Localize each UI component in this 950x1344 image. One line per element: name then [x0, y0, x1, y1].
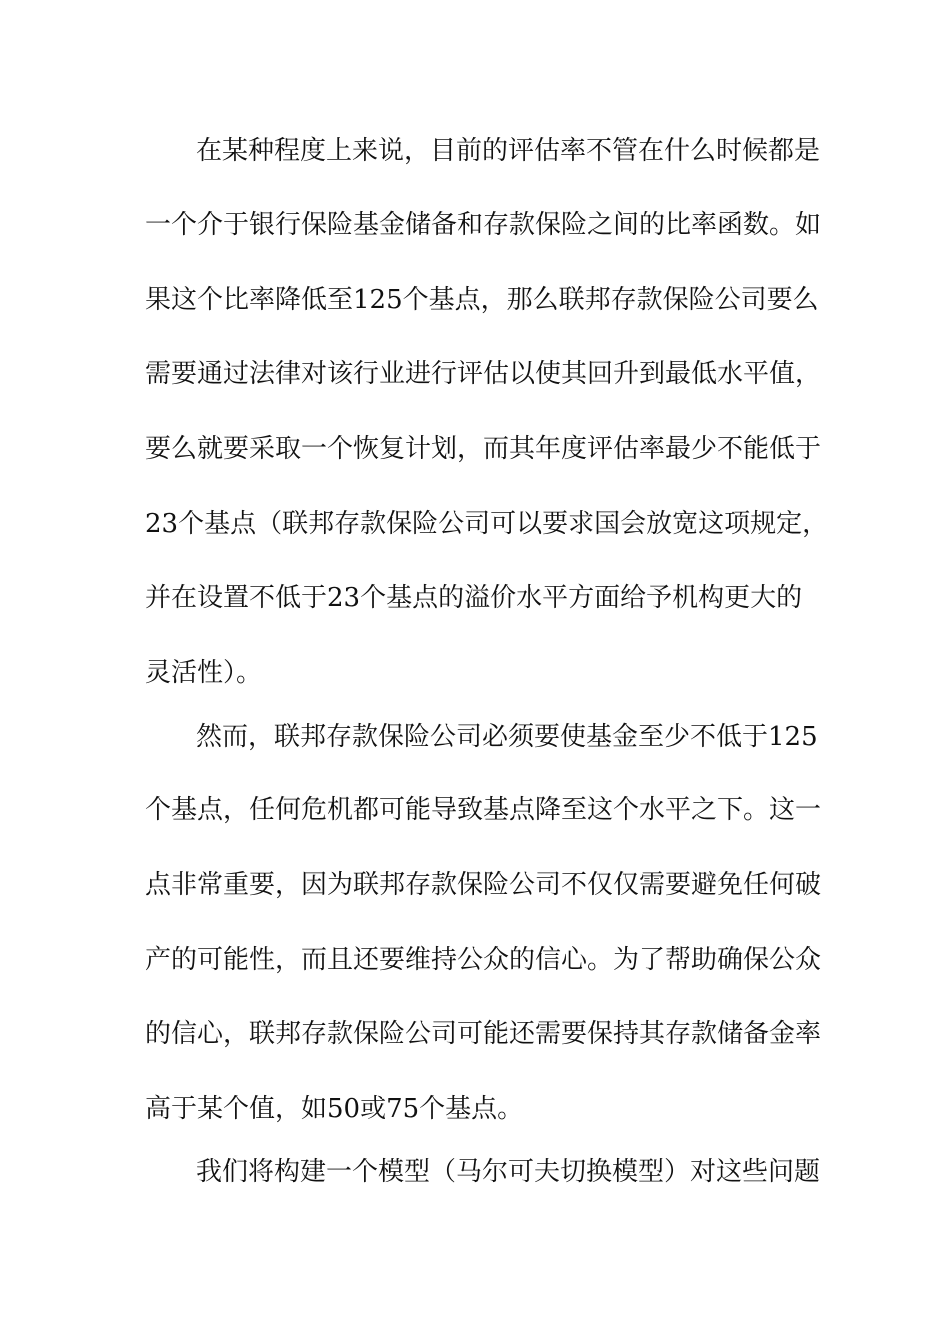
paragraph-2-line-1: 然而，联邦存款保险公司必须要使基金至少不低于125	[196, 722, 818, 752]
paragraph-2-line-2: 个基点，任何危机都可能导致基点降至这个水平之下。这一	[145, 795, 822, 825]
paragraph-1-line-5: 要么就要采取一个恢复计划，而其年度评估率最少不能低于	[145, 434, 822, 464]
paragraph-2-line-5: 的信心，联邦存款保险公司可能还需要保持其存款储备金率	[145, 1019, 822, 1049]
paragraph-1-line-3: 果这个比率降低至125个基点，那么联邦存款保险公司要么	[145, 285, 819, 315]
paragraph-1-line-2: 一个介于银行保险基金储备和存款保险之间的比率函数。如	[145, 210, 822, 240]
paragraph-2-line-4: 产的可能性，而且还要维持公众的信心。为了帮助确保公众	[145, 945, 822, 975]
paragraph-1-line-7: 并在设置不低于23个基点的溢价水平方面给予机构更大的	[145, 583, 803, 613]
paragraph-3-line-1: 我们将构建一个模型（马尔可夫切换模型）对这些问题	[196, 1157, 821, 1187]
paragraph-1-line-1: 在某种程度上来说，目前的评估率不管在什么时候都是	[196, 136, 821, 166]
paragraph-1-line-6: 23个基点（联邦存款保险公司可以要求国会放宽这项规定，	[145, 509, 829, 539]
paragraph-1-line-8: 灵活性）。	[145, 658, 263, 688]
paragraph-2-line-6: 高于某个值，如50或75个基点。	[145, 1094, 524, 1124]
paragraph-2-line-3: 点非常重要，因为联邦存款保险公司不仅仅需要避免任何破	[145, 870, 822, 900]
paragraph-1-line-4: 需要通过法律对该行业进行评估以使其回升到最低水平值，	[145, 359, 822, 389]
